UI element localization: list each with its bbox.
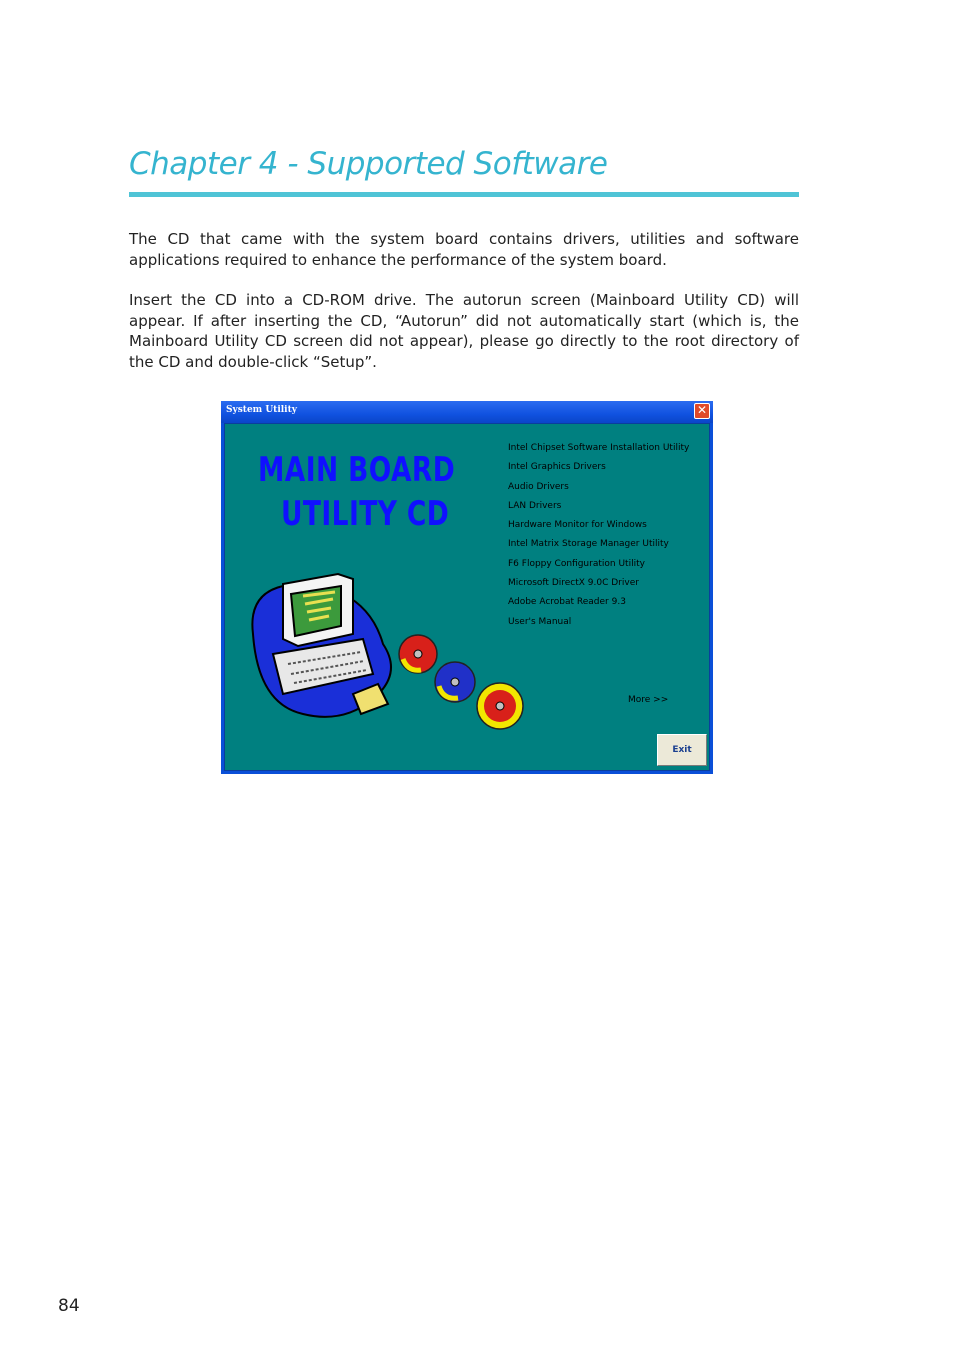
menu-item-chipset[interactable]: Intel Chipset Software Installation Utility [508,443,690,453]
more-link[interactable]: More >> [628,695,669,705]
window-title: System Utility [226,405,297,415]
brand-title-line1: MAIN BOARD [258,450,456,490]
cd-disc-icon-yellow [477,683,523,729]
system-utility-window [221,401,713,774]
heading-rule [129,192,799,197]
page-number: 84 [58,1296,80,1316]
brand-title-line2: UTILITY CD [281,494,450,534]
menu-item-directx[interactable]: Microsoft DirectX 9.0C Driver [508,578,639,589]
intro-paragraph: The CD that came with the system board contains drivers, utilities and software applications required to enhance the performance of the system board. [129,230,799,269]
instructions-paragraph: Insert the CD into a CD-ROM drive. The autorun screen (Mainboard Utility CD) will appear. If after inserting the CD, “Autorun” did not automatically start (which is, the Mainboard Utility CD screen did not appear), please go directly to the root directory of the CD and double-click “Setup”. [129,291,799,371]
cd-disc-icon [399,635,437,673]
window-client-area [224,423,710,771]
exit-button[interactable]: Exit [657,734,707,766]
window-title-bar[interactable] [221,401,713,423]
menu-item-acrobat[interactable]: Adobe Acrobat Reader 9.3 [508,597,626,608]
menu-item-lan[interactable]: LAN Drivers [508,500,562,511]
chapter-title: Chapter 4 - Supported Software [129,146,608,182]
menu-item-users-manual[interactable]: User's Manual [508,616,572,627]
menu-item-matrix-storage[interactable]: Intel Matrix Storage Manager Utility [508,539,669,550]
computer-illustration [243,564,533,754]
menu-item-graphics[interactable]: Intel Graphics Drivers [508,462,606,473]
cd-disc-icon-blue [435,662,475,702]
install-menu [508,442,689,635]
menu-item-f6-floppy[interactable]: F6 Floppy Configuration Utility [508,558,645,569]
computer-icon [252,574,391,717]
close-icon[interactable]: ✕ [694,403,710,419]
menu-item-audio[interactable]: Audio Drivers [508,481,569,492]
menu-item-hardware-monitor[interactable]: Hardware Monitor for Windows [508,520,647,531]
